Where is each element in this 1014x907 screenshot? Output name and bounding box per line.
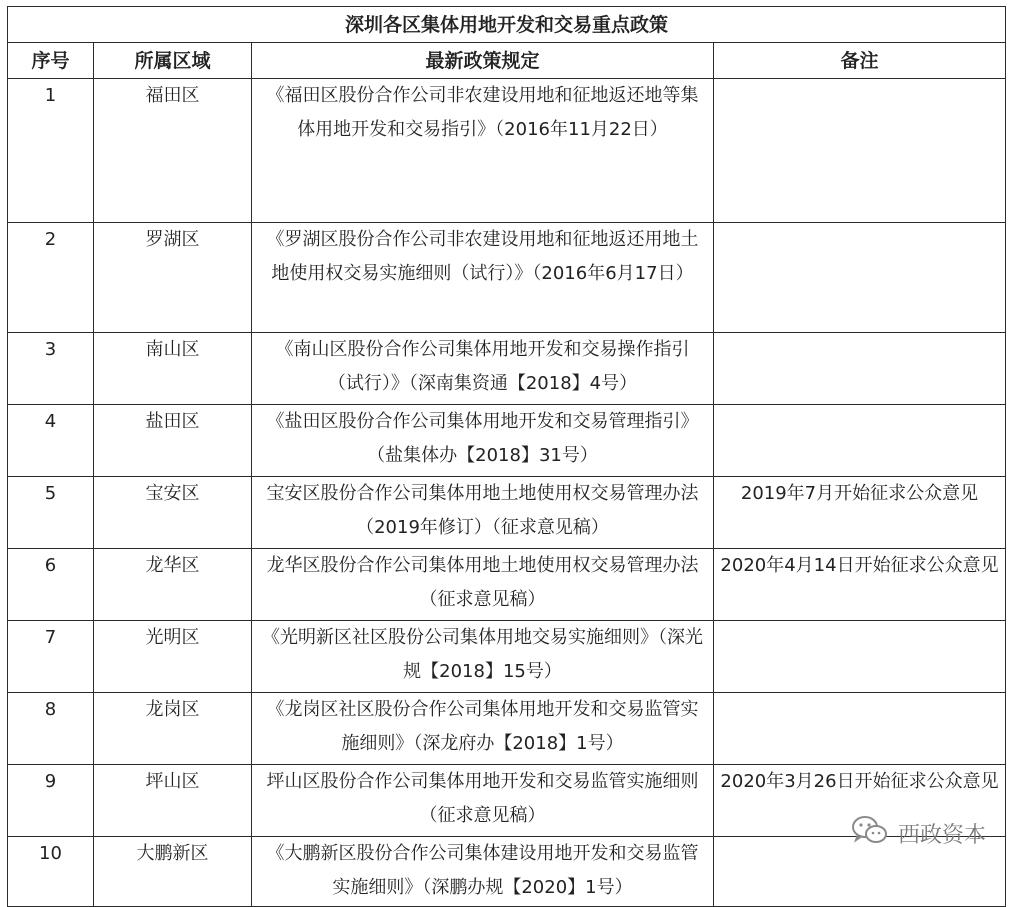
cell-policy: 《龙岗区社区股份合作公司集体用地开发和交易监管实施细则》（深龙府办【2018】1号） — [252, 693, 714, 765]
cell-policy: 《大鹏新区股份合作公司集体建设用地开发和交易监管实施细则》（深鹏办规【2020】1号） — [252, 837, 714, 907]
cell-number: 7 — [8, 621, 94, 693]
cell-note: 2020年4月14日开始征求公众意见 — [714, 549, 1006, 621]
cell-district: 龙岗区 — [94, 693, 252, 765]
header-note: 备注 — [714, 43, 1006, 79]
cell-district: 龙华区 — [94, 549, 252, 621]
table-row — [8, 79, 1006, 223]
table-row — [8, 223, 1006, 333]
table-row — [8, 549, 1006, 621]
cell-district: 罗湖区 — [94, 223, 252, 333]
cell-note — [714, 79, 1006, 223]
cell-note: 2019年7月开始征求公众意见 — [714, 477, 1006, 549]
table-row — [8, 477, 1006, 549]
cell-number: 10 — [8, 837, 94, 907]
table-row — [8, 333, 1006, 405]
table-row — [8, 621, 1006, 693]
cell-policy: 《南山区股份合作公司集体用地开发和交易操作指引（试行）》（深南集资通【2018】4号） — [252, 333, 714, 405]
header-number: 序号 — [8, 43, 94, 79]
watermark-text: 西政资本 — [897, 822, 986, 848]
cell-policy: 《盐田区股份合作公司集体用地开发和交易管理指引》（盐集体办【2018】31号） — [252, 405, 714, 477]
cell-policy: 宝安区股份合作公司集体用地土地使用权交易管理办法（2019年修订）（征求意见稿） — [252, 477, 714, 549]
cell-policy: 坪山区股份合作公司集体用地开发和交易监管实施细则（征求意见稿） — [252, 765, 714, 837]
cell-district: 盐田区 — [94, 405, 252, 477]
cell-number: 2 — [8, 223, 94, 333]
cell-number: 9 — [8, 765, 94, 837]
cell-note — [714, 333, 1006, 405]
table-title-row — [8, 7, 1006, 43]
cell-number: 1 — [8, 79, 94, 223]
header-policy: 最新政策规定 — [252, 43, 714, 79]
cell-note — [714, 693, 1006, 765]
watermark — [850, 814, 986, 852]
cell-note — [714, 405, 1006, 477]
cell-number: 3 — [8, 333, 94, 405]
table-header-row — [8, 43, 1006, 79]
cell-district: 福田区 — [94, 79, 252, 223]
cell-note — [714, 223, 1006, 333]
cell-district: 坪山区 — [94, 765, 252, 837]
cell-number: 6 — [8, 549, 94, 621]
cell-policy: 《光明新区社区股份公司集体用地交易实施细则》（深光规【2018】15号） — [252, 621, 714, 693]
header-district: 所属区域 — [94, 43, 252, 79]
cell-district: 大鹏新区 — [94, 837, 252, 907]
cell-note: 2020年3月26日开始征求公众意见 — [714, 765, 1006, 837]
cell-number: 8 — [8, 693, 94, 765]
policy-table — [7, 6, 1006, 907]
cell-policy: 龙华区股份合作公司集体用地土地使用权交易管理办法（征求意见稿） — [252, 549, 714, 621]
wechat-icon — [850, 814, 890, 852]
cell-number: 5 — [8, 477, 94, 549]
table-title: 深圳各区集体用地开发和交易重点政策 — [8, 7, 1006, 43]
cell-number: 4 — [8, 405, 94, 477]
table-row — [8, 405, 1006, 477]
table-row — [8, 693, 1006, 765]
cell-note — [714, 621, 1006, 693]
cell-policy: 《福田区股份合作公司非农建设用地和征地返还地等集体用地开发和交易指引》（2016年11月22日） — [252, 79, 714, 223]
cell-district: 宝安区 — [94, 477, 252, 549]
cell-policy: 《罗湖区股份合作公司非农建设用地和征地返还用地土地使用权交易实施细则（试行）》（2016年6月17日） — [252, 223, 714, 333]
cell-district: 光明区 — [94, 621, 252, 693]
cell-district: 南山区 — [94, 333, 252, 405]
